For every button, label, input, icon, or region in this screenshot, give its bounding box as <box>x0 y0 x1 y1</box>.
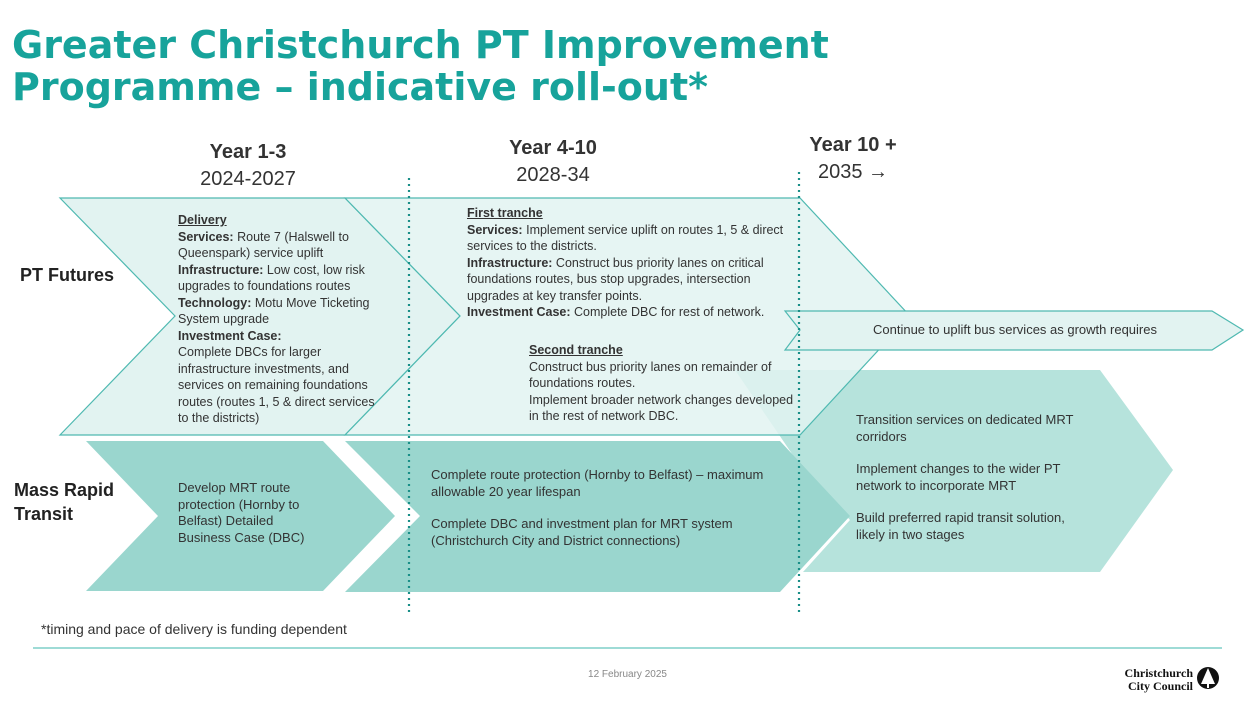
delivery-heading: Delivery <box>178 213 227 227</box>
services-text: Route 7 (Halswell to Queenspark) service uplift <box>178 229 349 260</box>
investment-case-text: Complete DBCs for larger infrastructure investments, and services on remaining foundations routes (routes 1, 5 & direct services to the districts) <box>178 345 375 425</box>
period-label: Year 4-10 <box>509 137 597 159</box>
page-title: Greater Christchurch PT Improvement Programme – indicative roll-out* <box>12 23 829 109</box>
mrt-year4-item-2: Complete DBC and investment plan for MRT system (Christchurch City and District connections) <box>431 516 733 548</box>
second-tranche-heading: Second tranche <box>529 343 623 357</box>
mrt-year10-item-3: Build preferred rapid transit solution, likely in two stages <box>856 510 1065 542</box>
mrt-year1-text: Develop MRT route protection (Hornby to Belfast) Detailed Business Case (DBC) <box>178 480 305 545</box>
slide-date: 12 February 2025 <box>588 669 667 680</box>
period-year1-3 <box>168 140 328 191</box>
infrastructure-text: Low cost, low risk upgrades to foundations routes <box>178 262 365 293</box>
mrt-year4-block <box>431 467 776 565</box>
infrastructure-label: Infrastructure: <box>467 255 553 270</box>
council-logo-icon <box>1197 667 1219 689</box>
period-years: 2028-34 <box>516 164 590 186</box>
logo-line-1: Christchurch <box>1124 666 1193 680</box>
pt-year4-block <box>467 205 792 321</box>
mrt-year10-block <box>856 412 1096 559</box>
logo-line-2: City Council <box>1127 679 1193 693</box>
infrastructure-text: Construct bus priority lanes on critical foundations routes, bus stop upgrades, intersection upgrades at key transfer points. <box>467 255 764 303</box>
pt-year10-text: Continue to uplift bus services as growth requires <box>873 322 1157 337</box>
period-label: Year 10 + <box>809 134 897 156</box>
technology-label: Technology: <box>178 295 252 310</box>
second-tranche-text-2: Implement broader network changes developed in the rest of network DBC. <box>529 392 794 423</box>
period-years: 2035 → <box>817 161 889 183</box>
period-year10-plus <box>773 133 933 184</box>
second-tranche-text-1: Construct bus priority lanes on remainder of foundations routes. <box>529 359 772 390</box>
services-text: Implement service uplift on routes 1, 5 & direct services to the districts. <box>467 222 784 253</box>
row-label-mrt: Mass Rapid Transit <box>14 480 115 524</box>
investment-case-text: Complete DBC for rest of network. <box>574 305 765 319</box>
first-tranche-heading: First tranche <box>467 206 543 220</box>
services-label: Services: <box>178 229 234 244</box>
mrt-year10-item-2: Implement changes to the wider PT network to incorporate MRT <box>856 461 1061 493</box>
mrt-year10-item-1: Transition services on dedicated MRT corridors <box>856 412 1074 444</box>
row-label-pt-futures: PT Futures <box>20 265 115 285</box>
council-logo <box>1090 667 1193 693</box>
infrastructure-label: Infrastructure: <box>178 262 264 277</box>
investment-case-label: Investment Case: <box>178 328 282 343</box>
period-years: 2024-2027 <box>200 168 296 190</box>
period-label: Year 1-3 <box>209 141 287 163</box>
period-year4-10 <box>473 136 633 187</box>
footnote: *timing and pace of delivery is funding dependent <box>41 621 347 637</box>
investment-case-label: Investment Case: <box>467 305 571 319</box>
mrt-year4-item-1: Complete route protection (Hornby to Belfast) – maximum allowable 20 year lifespan <box>431 467 764 499</box>
pt-year4-second-tranche <box>529 342 801 425</box>
pt-year1-block <box>178 212 376 427</box>
services-label: Services: <box>467 222 523 237</box>
technology-text: Motu Move Ticketing System upgrade <box>178 295 370 326</box>
